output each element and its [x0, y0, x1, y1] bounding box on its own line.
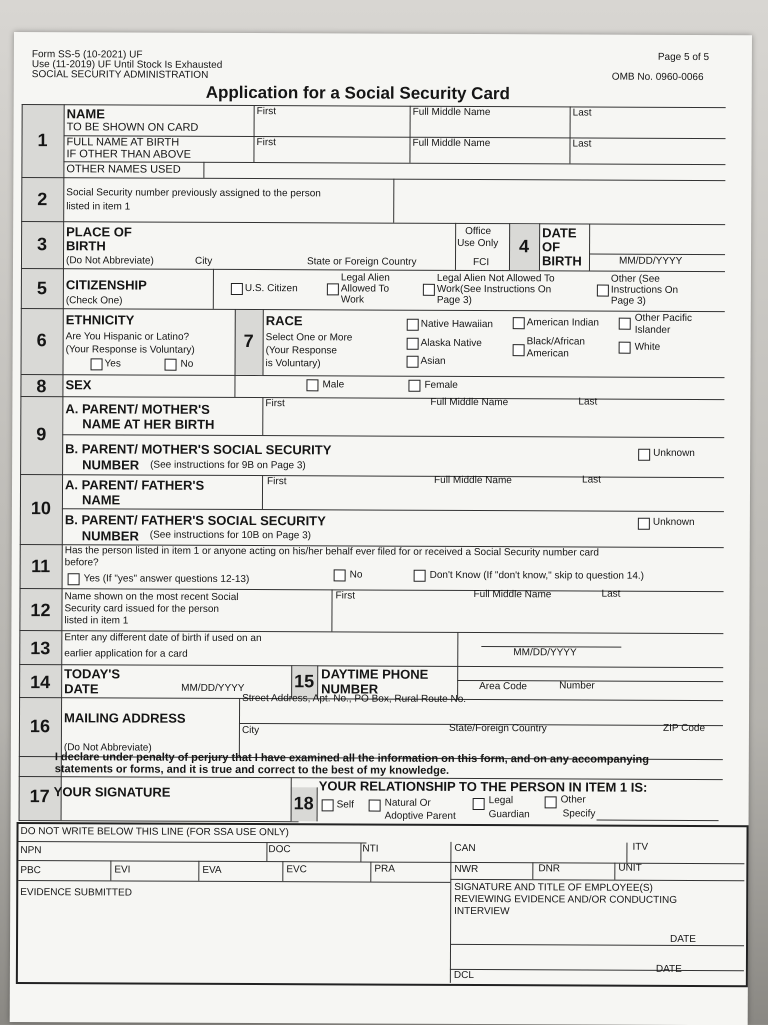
legal-alien-allowed-checkbox[interactable] [327, 283, 339, 295]
other-names-label: OTHER NAMES USED [66, 163, 181, 176]
mailing-no-abbrev-label: (Do Not Abbreviate) [63, 742, 152, 754]
race-label: RACE [265, 313, 303, 329]
race-voluntary-label: (Your Response [265, 345, 337, 357]
alaska-native-checkbox[interactable] [407, 338, 419, 350]
male-label: Male [322, 379, 345, 391]
black-african-label-2: American [526, 348, 569, 360]
birth-name-label: FULL NAME AT BIRTH [66, 136, 180, 149]
use-line: Use (11-2019) UF Until Stock Is Exhausted [31, 59, 223, 71]
other-pacific-checkbox[interactable] [619, 318, 631, 330]
name-sub-label: TO BE SHOWN ON CARD [66, 121, 199, 134]
item-number-5: 5 [36, 278, 47, 299]
item-number-14: 14 [30, 672, 51, 693]
us-citizen-checkbox[interactable] [231, 283, 243, 295]
item-number-2: 2 [37, 189, 48, 210]
prior-card-no-label: No [349, 569, 363, 581]
white-label: White [634, 341, 661, 353]
black-african-label: Black/African [526, 336, 586, 348]
phone-label: DAYTIME PHONE [321, 666, 429, 682]
phone-label-2: NUMBER [321, 681, 379, 697]
other-citizenship-checkbox[interactable] [597, 285, 609, 297]
self-label: Self [336, 799, 354, 811]
prior-card-dont-know-checkbox[interactable] [414, 570, 426, 582]
first-label: First [265, 398, 285, 410]
asian-label: Asian [420, 355, 446, 367]
prior-card-question: Has the person listed in item 1 or anyone acting on his/her behalf ever filed for or received a Social Security number card [64, 545, 599, 559]
unit-label: UNIT [618, 862, 642, 874]
employee-signature-label-2: REVIEWING EVIDENCE AND/OR CONDUCTING [454, 893, 678, 906]
guardian-label: Legal [488, 795, 514, 807]
office-use-label-2: Use Only [457, 237, 499, 250]
item-number-10: 10 [30, 498, 51, 519]
nwr-label: NWR [454, 863, 479, 876]
prior-card-yes-label: Yes (If "yes" answer questions 12-13) [83, 573, 250, 586]
signature-label: YOUR SIGNATURE [53, 784, 171, 800]
state-country-label: State or Foreign Country [306, 256, 417, 268]
female-checkbox[interactable] [408, 380, 420, 392]
asian-checkbox[interactable] [407, 356, 419, 368]
native-hawaiian-label: Native Hawaiian [420, 318, 494, 331]
male-checkbox[interactable] [306, 379, 318, 391]
race-voluntary-label-2: is Voluntary) [265, 358, 321, 370]
city-label: City [194, 255, 213, 267]
mailing-address-label: MAILING ADDRESS [63, 710, 186, 726]
place-of-birth-label: PLACE OF [66, 224, 132, 240]
other-citizenship-label-3: Page 3) [610, 295, 646, 307]
middle-label: Full Middle Name [412, 106, 491, 119]
other-relationship-label-2: Specify [562, 808, 596, 820]
father-ssn-instructions: (See instructions for 10B on Page 3) [149, 529, 312, 542]
check-one-label: (Check One) [65, 295, 123, 307]
declaration-text-2: statements or forms, and it is true and correct to the best of my knowledge. [54, 763, 450, 777]
recent-card-name-label-2: Security card issued for the person [64, 603, 220, 615]
form-id: Form SS-5 (10-2021) UF [31, 49, 143, 61]
legal-alien-not-allowed-label: Legal Alien Not Allowed To [436, 272, 555, 285]
dob-format-label: MM/DD/YYYY [618, 255, 683, 267]
prev-ssn-label: Social Security number previously assigned to the person [66, 187, 321, 200]
other-dob-label-2: earlier application for a card [64, 648, 188, 660]
legal-alien-allowed-label-3: Work [340, 294, 365, 306]
mother-ssn-unknown-checkbox[interactable] [638, 449, 650, 461]
agency-name: SOCIAL SECURITY ADMINISTRATION [31, 69, 209, 81]
other-dob-label: Enter any different date of birth if used on an [64, 632, 262, 645]
dob-label-3: BIRTH [541, 253, 582, 269]
last-label: Last [601, 588, 621, 600]
item-number-3: 3 [37, 234, 48, 255]
father-name-label-2: NAME [81, 492, 121, 508]
last-label: Last [572, 138, 592, 150]
father-name-label: A. PARENT/ FATHER'S [64, 477, 205, 493]
legal-alien-not-allowed-label-3: Page 3) [436, 294, 472, 307]
hispanic-question: Are You Hispanic or Latino? [65, 331, 190, 343]
ss5-form-page [10, 32, 752, 1025]
prior-card-dont-know-label: Don't Know (If "don't know," skip to question 14.) [429, 569, 645, 582]
other-citizenship-label: Other (See [610, 273, 660, 285]
other-pacific-label: Other Pacific [634, 312, 693, 324]
american-indian-label: American Indian [526, 317, 600, 329]
hispanic-yes-checkbox[interactable] [91, 358, 103, 370]
first-label: First [256, 106, 277, 118]
npn-label: NPN [20, 845, 42, 857]
other-pacific-label-2: Islander [634, 324, 671, 336]
dcl-label: DCL [453, 969, 474, 982]
parent-label-2: Adoptive Parent [384, 810, 456, 822]
employee-signature-label-3: INTERVIEW [454, 905, 510, 918]
item-number-16: 16 [29, 716, 51, 737]
last-label: Last [582, 474, 601, 486]
zip-code-label: ZIP Code [662, 722, 706, 735]
declaration-text: I declare under penalty of perjury that I have examined all the information on this form, and on any accompanying [54, 751, 649, 766]
form-title: Application for a Social Security Card [205, 82, 510, 104]
item-number-12: 12 [30, 600, 51, 621]
dnr-label: DNR [538, 863, 561, 875]
relationship-self-checkbox[interactable] [322, 799, 334, 811]
sex-label: SEX [65, 377, 92, 393]
prior-card-no-checkbox[interactable] [334, 569, 346, 581]
black-african-checkbox[interactable] [513, 344, 525, 356]
todays-date-format: MM/DD/YYYY [181, 682, 245, 695]
todays-date-label-2: DATE [64, 681, 99, 697]
last-label: Last [572, 107, 592, 119]
place-of-birth-label-2: BIRTH [66, 238, 106, 254]
relationship-parent-checkbox[interactable] [369, 800, 381, 812]
date-label-2: DATE [655, 963, 682, 975]
legal-alien-allowed-label: Legal Alien [340, 272, 390, 284]
evidence-submitted-label: EVIDENCE SUBMITTED [20, 887, 132, 899]
street-address-label: Street Address, Apt. No., PO Box, Rural Route No. [242, 693, 467, 705]
area-code-label: Area Code [479, 681, 527, 693]
yes-label: Yes [104, 358, 121, 370]
evi-label: EVI [114, 864, 131, 876]
office-use-label: Office [465, 225, 492, 238]
item-number-15: 15 [294, 671, 315, 692]
mother-ssn-label-2: NUMBER [82, 457, 140, 473]
unknown-label: Unknown [653, 447, 695, 459]
page-number: Page 5 of 5 [657, 51, 710, 64]
white-checkbox[interactable] [619, 342, 631, 354]
no-label: No [180, 358, 194, 370]
nti-label: NTI [362, 843, 379, 855]
citizenship-label: CITIZENSHIP [65, 277, 147, 293]
employee-signature-label: SIGNATURE AND TITLE OF EMPLOYEE(S) [454, 881, 653, 894]
relationship-other-checkbox[interactable] [545, 796, 557, 808]
doc-label: DOC [268, 844, 291, 856]
todays-date-label: TODAY'S [64, 666, 121, 682]
can-label: CAN [454, 842, 476, 855]
item-number-18: 18 [293, 793, 314, 814]
legal-alien-allowed-label-2: Allowed To [340, 283, 390, 295]
number-column [19, 104, 64, 820]
middle-label: Full Middle Name [473, 589, 552, 601]
item-number-9: 9 [36, 424, 47, 445]
relationship-guardian-checkbox[interactable] [473, 798, 485, 810]
prior-card-question-2: before? [64, 557, 99, 569]
alaska-native-label: Alaska Native [420, 337, 482, 350]
name-label: NAME [66, 106, 105, 122]
eva-label: EVA [202, 864, 222, 876]
voluntary-label: (Your Response is Voluntary) [65, 344, 195, 356]
first-label: First [267, 476, 287, 488]
no-abbrev-label: (Do Not Abbreviate) [65, 255, 154, 267]
mother-name-label: A. PARENT/ MOTHER'S [65, 401, 210, 417]
mother-name-label-2: NAME AT HER BIRTH [82, 416, 215, 432]
other-relationship-label: Other [560, 794, 586, 806]
item-number-17: 17 [29, 786, 50, 807]
middle-label: Full Middle Name [434, 474, 512, 487]
item-number-8: 8 [36, 376, 47, 397]
phone-number-label: Number [559, 680, 595, 692]
item-number-1: 1 [37, 130, 48, 151]
dob-label: DATE [542, 225, 577, 241]
american-indian-checkbox[interactable] [513, 317, 525, 329]
unknown-label: Unknown [652, 516, 695, 528]
race-select-label: Select One or More [265, 332, 353, 344]
mailing-state-label: State/Foreign Country [448, 722, 547, 735]
pbc-label: PBC [20, 865, 41, 877]
parent-label: Natural Or [384, 797, 431, 809]
birth-name-sub-label: IF OTHER THAN ABOVE [66, 148, 191, 161]
item-number-13: 13 [30, 638, 51, 659]
other-citizenship-label-2: Instructions On [610, 284, 679, 296]
father-ssn-label-2: NUMBER [81, 528, 139, 544]
fci-label: FCI [472, 257, 490, 269]
last-label: Last [578, 396, 598, 408]
middle-label: Full Middle Name [412, 137, 491, 150]
ethnicity-label: ETHNICITY [65, 312, 135, 328]
omb-number: OMB No. 0960-0066 [611, 71, 704, 84]
recent-card-name-label-3: listed in item 1 [64, 615, 129, 627]
relationship-label: YOUR RELATIONSHIP TO THE PERSON IN ITEM 1 IS: [318, 778, 648, 795]
prev-ssn-sub-label: listed in item 1 [66, 201, 131, 213]
first-label: First [256, 137, 276, 149]
legal-alien-not-allowed-checkbox[interactable] [423, 284, 435, 296]
hispanic-no-checkbox[interactable] [165, 359, 177, 371]
father-ssn-unknown-checkbox[interactable] [638, 518, 650, 530]
us-citizen-label: U.S. Citizen [244, 283, 298, 295]
native-hawaiian-checkbox[interactable] [407, 319, 419, 331]
legal-alien-not-allowed-label-2: Work(See Instructions On [436, 283, 552, 296]
item-number-4: 4 [519, 236, 530, 257]
guardian-label-2: Guardian [488, 809, 530, 821]
mailing-city-label: City [241, 725, 260, 737]
item-number-7: 7 [243, 331, 254, 352]
itv-label: ITV [632, 841, 649, 853]
prior-card-yes-checkbox[interactable] [68, 573, 80, 585]
evc-label: EVC [286, 864, 307, 876]
ssa-only-title: DO NOT WRITE BELOW THIS LINE (FOR SSA USE ONLY) [20, 826, 289, 839]
date-label: DATE [670, 933, 697, 945]
mother-ssn-instructions: (See instructions for 9B on Page 3) [150, 459, 306, 472]
middle-label: Full Middle Name [430, 396, 509, 409]
item-number-6: 6 [36, 330, 47, 351]
item-number-11: 11 [31, 556, 51, 577]
mother-ssn-label: B. PARENT/ MOTHER'S SOCIAL SECURITY [65, 441, 332, 458]
other-dob-format: MM/DD/YYYY [513, 647, 577, 659]
dob-label-2: OF [542, 239, 561, 255]
female-label: Female [424, 379, 458, 391]
father-ssn-label: B. PARENT/ FATHER'S SOCIAL SECURITY [64, 512, 326, 529]
recent-card-name-label: Name shown on the most recent Social [64, 591, 239, 603]
pra-label: PRA [374, 863, 395, 875]
first-label: First [335, 590, 356, 602]
